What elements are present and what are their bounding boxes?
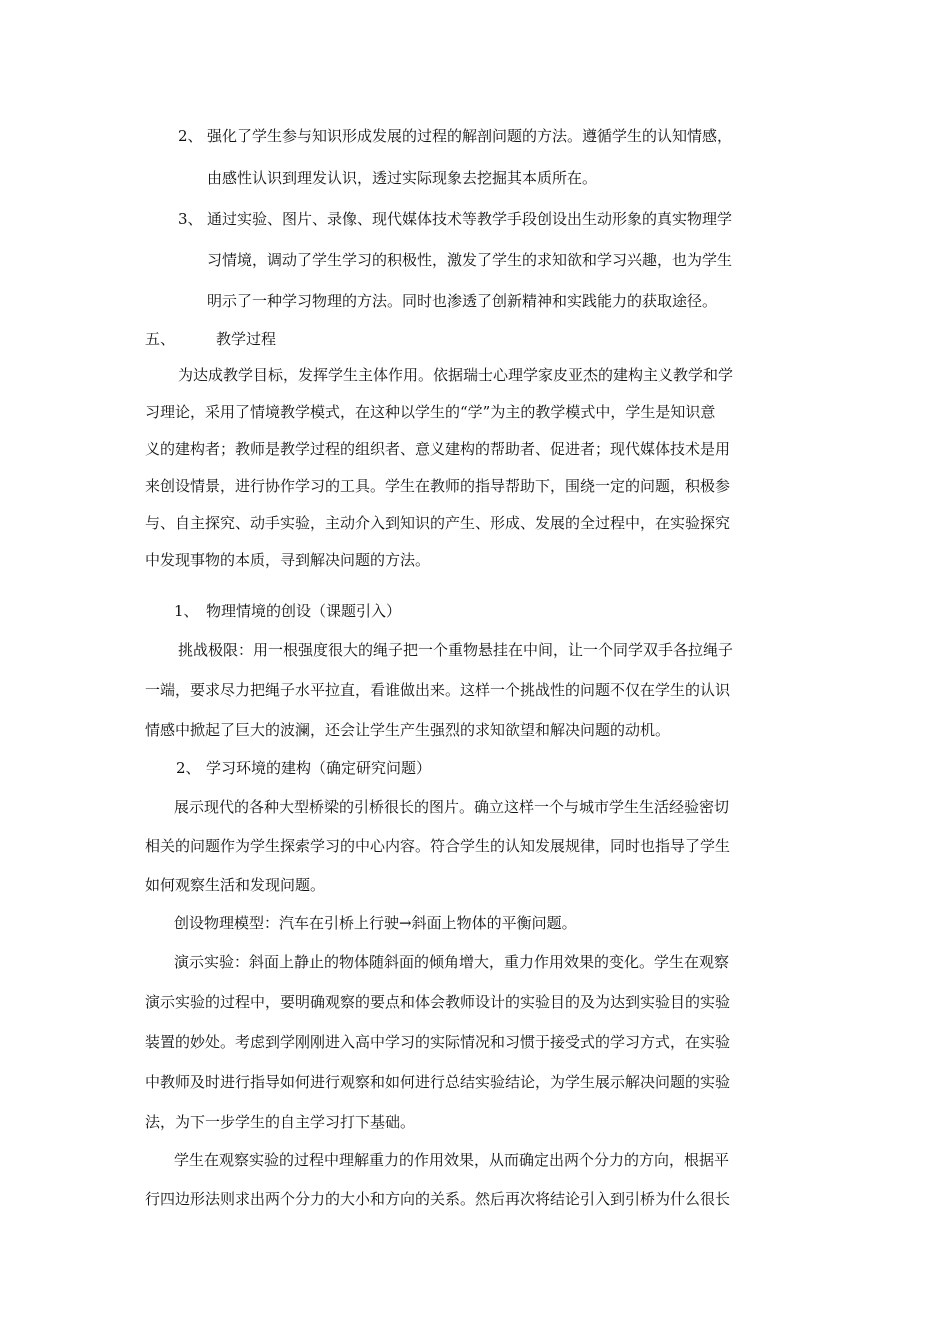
paragraph-line: 与、自主探究、动手实验，主动介入到知识的产生、形成、发展的全过程中，在实验探究 [145,514,731,532]
list-item-text: 通过实验、图片、录像、现代媒体技术等教学手段创设出生动形象的真实物理学 [207,210,733,228]
paragraph-line: 相关的问题作为学生探索学习的中心内容。符合学生的认知发展规律，同时也指导了学生 [145,837,731,855]
paragraph-line: 装置的妙处。考虑到学刚刚进入高中学习的实际情况和习惯于接受式的学习方式，在实验 [145,1033,731,1051]
list-marker: 2、 [178,127,203,145]
paragraph-line: 一端，要求尽力把绳子水平拉直，看谁做出来。这样一个挑战性的问题不仅在学生的认识 [145,681,731,699]
paragraph-line: 中教师及时进行指导如何进行观察和如何进行总结实验结论，为学生展示解决问题的实验 [145,1073,731,1091]
paragraph-line: 情感中掀起了巨大的波澜，还会让学生产生强烈的求知欲望和解决问题的动机。 [145,721,671,739]
list-marker: 3、 [178,210,203,228]
list-item-text: 习情境，调动了学生学习的积极性，激发了学生的求知欲和学习兴趣，也为学生 [207,251,733,269]
paragraph-line: 行四边形法则求出两个分力的大小和方向的关系。然后再次将结论引入到引桥为什么很长 [145,1190,731,1208]
section-marker: 五、 [145,330,176,348]
paragraph-line: 中发现事物的本质，寻到解决问题的方法。 [145,551,431,569]
paragraph-line: 来创设情景，进行协作学习的工具。学生在教师的指导帮助下，围绕一定的问题，积极参 [145,477,731,495]
list-item-text: 由感性认识到理发认识，透过实际现象去挖掘其本质所在。 [207,169,598,187]
paragraph-line: 学生在观察实验的过程中理解重力的作用效果，从而确定出两个分力的方向，根据平 [174,1151,730,1169]
subheading-marker: 1、 [174,602,199,620]
subheading-title: 物理情境的创设（课题引入） [206,602,402,620]
paragraph-line: 为达成教学目标，发挥学生主体作用。依据瑞士心理学家皮亚杰的建构主义教学和学 [178,366,734,384]
paragraph-line: 义的建构者；教师是教学过程的组织者、意义建构的帮助者、促进者；现代媒体技术是用 [145,440,731,458]
paragraph-line: 挑战极限：用一根强度很大的绳子把一个重物悬挂在中间，让一个同学双手各拉绳子 [178,641,734,659]
subheading-title: 学习环境的建构（确定研究问题） [206,759,432,777]
paragraph-line: 如何观察生活和发现问题。 [145,876,326,894]
paragraph-line: 展示现代的各种大型桥梁的引桥很长的图片。确立这样一个与城市学生生活经验密切 [174,798,730,816]
section-title: 教学过程 [216,330,277,348]
paragraph-line: 法，为下一步学生的自主学习打下基础。 [145,1113,416,1131]
subheading-marker: 2、 [176,759,201,777]
paragraph-line: 习理论，采用了情境教学模式，在这种以学生的“学”为主的教学模式中，学生是知识意 [145,403,716,421]
paragraph-line: 演示实验的过程中，要明确观察的要点和体会教师设计的实验目的及为达到实验目的实验 [145,993,731,1011]
list-item-text: 明示了一种学习物理的方法。同时也渗透了创新精神和实践能力的获取途径。 [207,292,718,310]
list-item-text: 强化了学生参与知识形成发展的过程的解剖问题的方法。遵循学生的认知情感， [207,127,733,145]
paragraph-line: 演示实验：斜面上静止的物体随斜面的倾角增大，重力作用效果的变化。学生在观察 [174,953,730,971]
paragraph-line: 创设物理模型：汽车在引桥上行驶→斜面上物体的平衡问题。 [174,914,577,932]
